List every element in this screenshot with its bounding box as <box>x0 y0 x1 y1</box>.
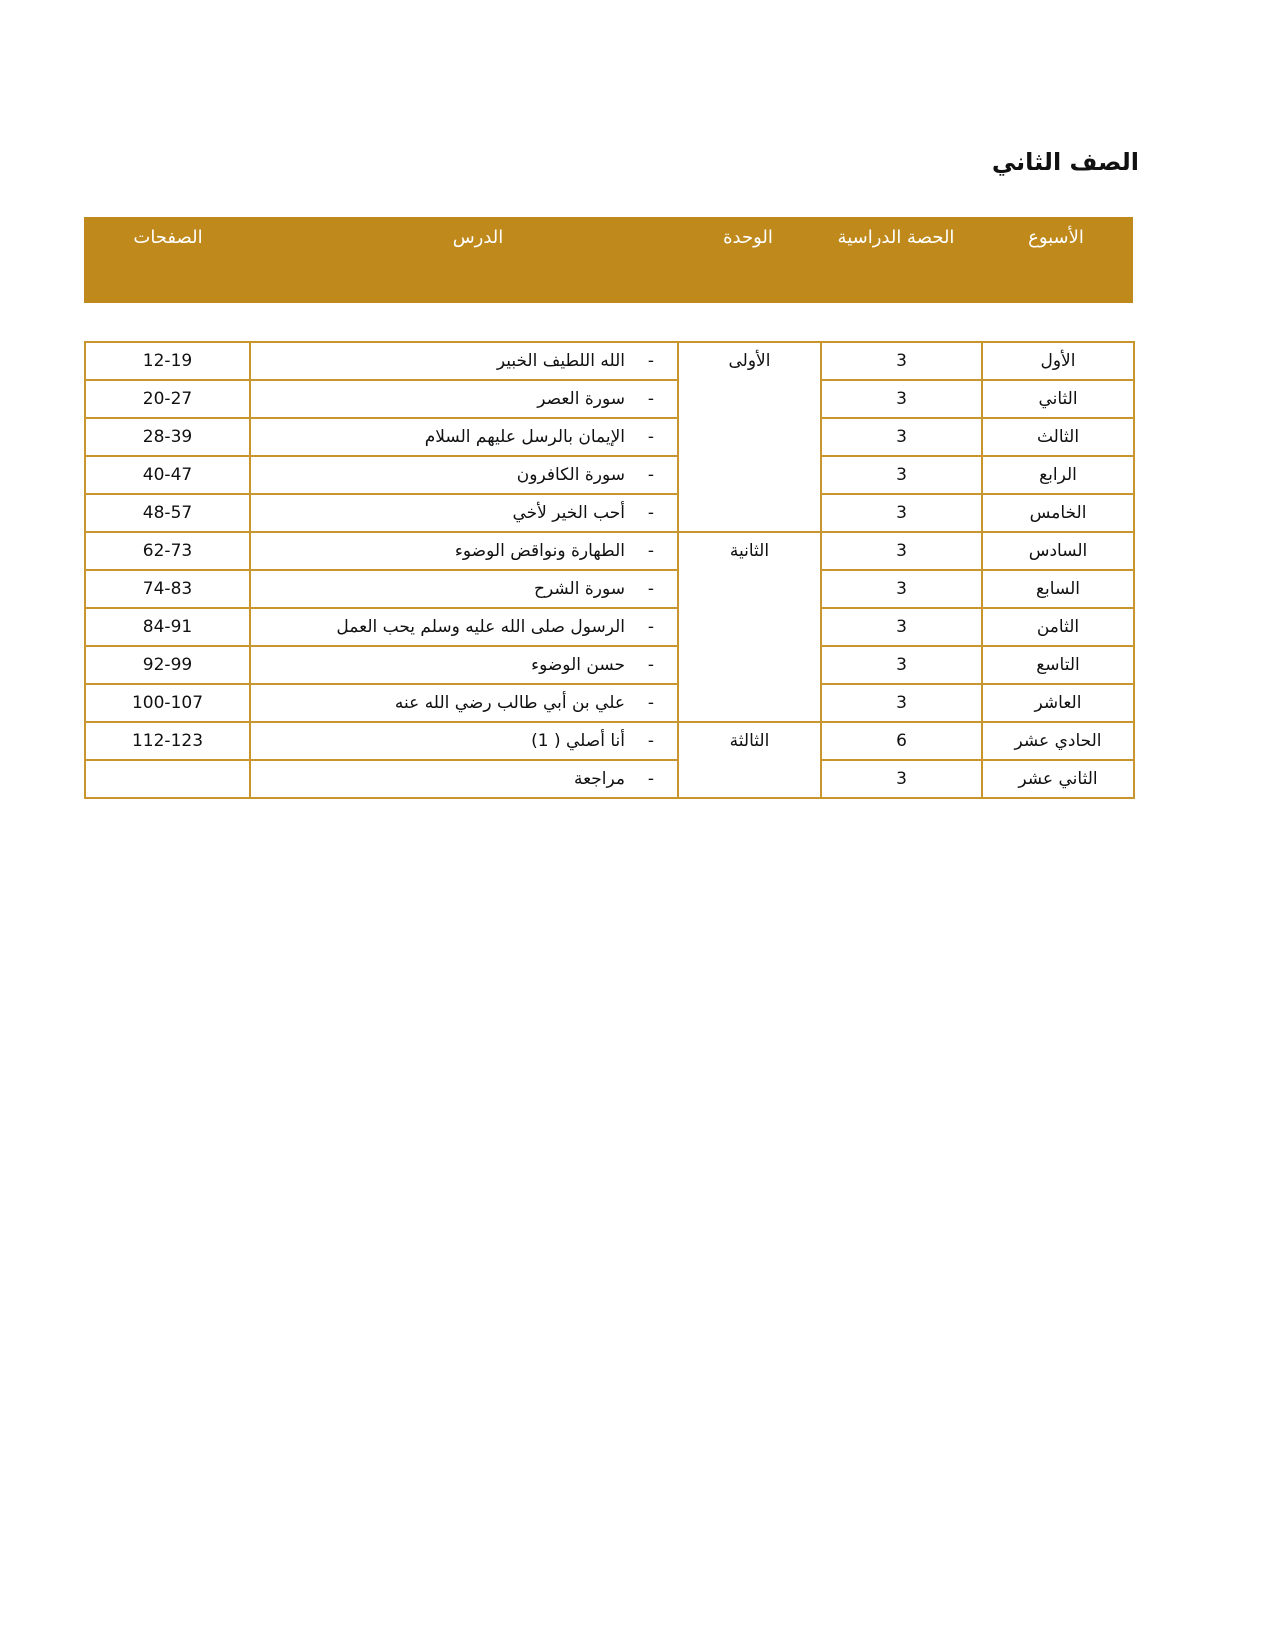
lesson-title: أحب الخير لأخي <box>512 503 625 523</box>
pages-cell <box>85 760 250 798</box>
table-row <box>85 760 1134 798</box>
pages-cell: 92-99 <box>85 646 250 684</box>
week-cell: العاشر <box>982 684 1134 722</box>
bullet-dash: - <box>647 503 655 523</box>
table-row <box>85 532 1134 570</box>
week-cell: السابع <box>982 570 1134 608</box>
periods-cell: 3 <box>821 342 982 380</box>
table-row <box>85 608 1134 646</box>
table-row <box>85 646 1134 684</box>
periods-cell: 3 <box>821 570 982 608</box>
week-cell: التاسع <box>982 646 1134 684</box>
lesson-cell <box>250 684 678 722</box>
bullet-dash: - <box>647 731 655 751</box>
lesson-title: علي بن أبي طالب رضي الله عنه <box>394 693 625 713</box>
pages-cell: 28-39 <box>85 418 250 456</box>
bullet-dash: - <box>647 389 655 409</box>
unit-cell: الثانية <box>678 532 821 722</box>
bullet-dash: - <box>647 693 655 713</box>
lesson-title: الله اللطيف الخبير <box>496 351 625 371</box>
bullet-dash: - <box>647 655 655 675</box>
lesson-cell <box>250 342 678 380</box>
schedule-table <box>84 341 1135 799</box>
lesson-cell <box>250 456 678 494</box>
lesson-cell <box>250 532 678 570</box>
lesson-cell <box>250 494 678 532</box>
periods-cell: 3 <box>821 494 982 532</box>
table-row <box>85 570 1134 608</box>
lesson-cell <box>250 760 678 798</box>
lesson-title: سورة الشرح <box>534 579 625 599</box>
periods-cell: 3 <box>821 532 982 570</box>
pages-cell: 12-19 <box>85 342 250 380</box>
periods-cell: 3 <box>821 760 982 798</box>
week-cell: الثالث <box>982 418 1134 456</box>
lesson-title: الرسول صلى الله عليه وسلم يحب العمل <box>336 617 625 637</box>
header-lesson: الدرس <box>452 227 504 248</box>
bullet-dash: - <box>647 427 655 447</box>
header-periods: الحصة الدراسية <box>837 227 955 248</box>
lesson-title: الطهارة ونواقض الوضوء <box>454 541 625 561</box>
table-row <box>85 380 1134 418</box>
page-title: الصف الثاني <box>991 148 1139 176</box>
table-header-band <box>84 217 1133 303</box>
bullet-dash: - <box>647 465 655 485</box>
table-row <box>85 418 1134 456</box>
periods-cell: 6 <box>821 722 982 760</box>
week-cell: الخامس <box>982 494 1134 532</box>
table-row <box>85 684 1134 722</box>
header-pages: الصفحات <box>133 227 203 248</box>
table-row <box>85 456 1134 494</box>
bullet-dash: - <box>647 351 655 371</box>
bullet-dash: - <box>647 769 655 789</box>
lesson-cell <box>250 646 678 684</box>
lesson-title: سورة الكافرون <box>516 465 625 485</box>
pages-cell: 100-107 <box>85 684 250 722</box>
lesson-cell <box>250 418 678 456</box>
bullet-dash: - <box>647 617 655 637</box>
pages-cell: 40-47 <box>85 456 250 494</box>
lesson-cell <box>250 608 678 646</box>
unit-cell: الثالثة <box>678 722 821 798</box>
week-cell: الثاني <box>982 380 1134 418</box>
lesson-cell <box>250 380 678 418</box>
lesson-title: حسن الوضوء <box>531 655 625 675</box>
periods-cell: 3 <box>821 418 982 456</box>
week-cell: الثامن <box>982 608 1134 646</box>
periods-cell: 3 <box>821 684 982 722</box>
lesson-title: سورة العصر <box>537 389 625 409</box>
lesson-title: مراجعة <box>573 769 625 789</box>
table-row <box>85 494 1134 532</box>
pages-cell: 48-57 <box>85 494 250 532</box>
periods-cell: 3 <box>821 380 982 418</box>
unit-cell: الأولى <box>678 342 821 532</box>
week-cell: الحادي عشر <box>982 722 1134 760</box>
header-week: الأسبوع <box>1028 227 1084 248</box>
week-cell: الرابع <box>982 456 1134 494</box>
periods-cell: 3 <box>821 456 982 494</box>
header-unit: الوحدة <box>723 227 773 248</box>
pages-cell: 84-91 <box>85 608 250 646</box>
lesson-title: أنا أصلي ( 1) <box>531 731 625 751</box>
pages-cell: 112-123 <box>85 722 250 760</box>
week-cell: الأول <box>982 342 1134 380</box>
table-row <box>85 722 1134 760</box>
periods-cell: 3 <box>821 608 982 646</box>
week-cell: الثاني عشر <box>982 760 1134 798</box>
lesson-cell <box>250 722 678 760</box>
bullet-dash: - <box>647 579 655 599</box>
table-row <box>85 342 1134 380</box>
lesson-title: الإيمان بالرسل عليهم السلام <box>424 427 625 447</box>
pages-cell: 62-73 <box>85 532 250 570</box>
pages-cell: 20-27 <box>85 380 250 418</box>
lesson-cell <box>250 570 678 608</box>
week-cell: السادس <box>982 532 1134 570</box>
periods-cell: 3 <box>821 646 982 684</box>
bullet-dash: - <box>647 541 655 561</box>
pages-cell: 74-83 <box>85 570 250 608</box>
